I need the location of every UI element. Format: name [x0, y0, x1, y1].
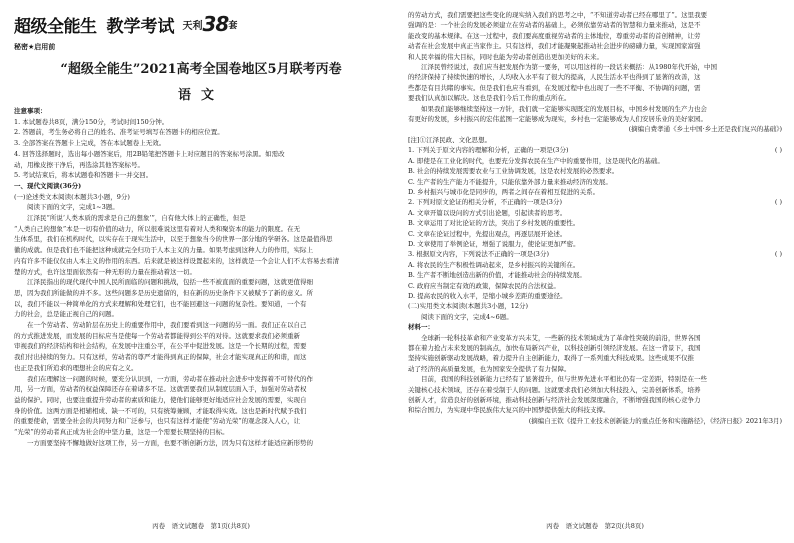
text-line: 楚的方式，也许这里面依然有一种无形的力量在推动着这一切。	[14, 267, 196, 276]
text-line: 生体系里，我们在机构时代，以实存在于现实生活中，以至于想象当今的世界一部分地的学研各。这是最值得思	[14, 235, 333, 244]
text-line: 如果我们能够继续坚持这一方针，我们就一定能够实现既定的发展目标，中国乡村发展的生产力也会	[421, 104, 707, 113]
subsection-heading: (一)论述类文本阅读(本题共3小题，9分)	[14, 192, 130, 201]
option-line: B. 社会的持续发展需要农业与工业协调发展，这是农村发展的必然要求。	[408, 167, 619, 176]
text-line: 全球新一轮科技革命和产业变革方兴未艾，一些新的技术领域成为了革命性突破的前沿，世界各国	[421, 333, 701, 342]
text-line: 的劳动方式，我们需要把这些变化的现实纳入我们的思考之中，“不知道劳动者已经在哪里了”。这里我要	[408, 11, 708, 19]
notes-heading: 注意事项：	[14, 107, 47, 115]
note-item: 2. 答题前，考生务必将自己的姓名、准考证号填写在答题卡的相应位置。	[14, 128, 224, 137]
instruction: 阅读下面的文字，完成4~6题。	[421, 312, 513, 321]
brand-header	[14, 12, 237, 36]
option-line: B. 文章运用了对比论证的方法，突出了乡村发展的重要性。	[408, 219, 580, 228]
tianli-logo	[183, 12, 238, 36]
text-line: 的重要使命，需要全社会的共同努力和广泛参与，也只有这样才能使“劳动光荣”的观念深入人心，让	[14, 417, 301, 426]
question-stem	[408, 145, 782, 155]
text-line: 有更好的发展，乡村振兴的宏伟蓝图一定能够成为现实，乡村也一定能够成为人们安居乐业的美好家园。	[408, 115, 707, 124]
text-line: 关键核心技术领域，还存在着受制于人的问题。这就要求我们必须加大科技投入，完善创新体系，培养	[408, 385, 701, 394]
note-item: 4. 回答选择题时，选出每小题答案后，用2B铅笔把答题卡上对应题目的答案标号涂黑。如需改	[14, 149, 285, 158]
material-label: 材料一：	[408, 323, 434, 332]
note-item: 5. 考试结束后，将本试题卷和答题卡一并交回。	[14, 171, 153, 180]
brand-suffix: 教学考试	[106, 16, 175, 37]
text-line: 在一个劳动者、劳动阶层在历史上的重要作用中，我们要看到这一问题的另一面。我们正在以自己	[27, 321, 307, 330]
option-line: B. 生产者不断地创造出新的价值，才能推动社会的持续发展。	[408, 271, 586, 280]
brand-name: 超级全能生	[14, 16, 97, 37]
answer-blank: ( )	[774, 250, 782, 259]
text-line: 一方面要坚持不懈地做好这项工作，另一方面，也要不断创新方法，因为只有这样才能适应新形势的	[27, 438, 313, 447]
text-line: 也正是我们所追求的理想社会的应有之义。	[14, 363, 138, 372]
question-stem	[408, 197, 782, 207]
logo-number: 38	[202, 12, 229, 36]
exam-title: “超级全能生”2021高考全国卷地区5月联考丙卷	[60, 62, 342, 77]
option-line: A. 文章开篇以设问的方式引出论题，引起读者的思考。	[408, 208, 567, 217]
text-line: 要我们认真加以解决。这也是我们今后工作的重点所在。	[408, 94, 571, 103]
text-line: “人类自己的想象”本是一切有价值的动力，所以很难说这里有着对人类和聚资本的能力的限度。在无	[14, 224, 301, 233]
option-line: A. 即使是在工业化的时代，也要充分发挥农民在生产中的重要作用，这是现代化的基础。	[408, 156, 664, 165]
option-line: D. 乡村振兴与城市化是同步的，两者之间存在着相互促进的关系。	[408, 187, 600, 196]
text-line: 用，另一方面，劳动者的权益保障还存在着诸多不足。这就需要我们从制度层面入手，加强对劳动者权	[14, 385, 307, 394]
question-text: 2. 下列对原文论证的相关分析，不正确的一项是(3分)	[408, 198, 562, 207]
text-line: 审视我们的经济结构和社会结构，在发展中注重公平，在公平中促进发展。这是一个长期的过程，需要	[14, 342, 307, 351]
text-line: 徽的成就。但是我们也不能把这种成就完全归功于人本主义的力量。如果考虑到这种人力的作用，实际上	[14, 246, 313, 255]
page-footer-left: 丙卷 语文试题卷 第1页(共8页)	[152, 522, 250, 530]
text-line: 动者在社会发展中真正当家作主。只有这样，我们才能凝聚起推动社会进步的磅礴力量，实现国家富强	[408, 42, 701, 51]
note-item: 动，用橡皮擦干净后，再选涂其他答案标号。	[14, 160, 144, 169]
instruction: 阅读下面的文字，完成1~3题。	[27, 203, 119, 212]
text-line: 都在着力抢占未来发展的制高点，加快布局新兴产业，以科技创新引领经济发展。在这一背景下，我国	[408, 344, 701, 352]
left-column	[14, 0, 388, 543]
logo-suffix: 套	[228, 20, 238, 31]
text-line: 强调的是：一个社会的发展必须建立在劳动者的基础上，必须依靠劳动者的智慧和力量来推动，这是不	[408, 21, 701, 30]
text-line: 益的保护。同时，也要注重提升劳动者的素质和能力，使他们能够更好地适应社会发展的需要，实现自	[14, 395, 307, 404]
page-footer-right: 丙卷 语文试题卷 第2页(共8页)	[546, 522, 644, 530]
text-line: 江泽民“所说‘人类本质的需求是自己的想象’”，自有他大体上的正确性，但是	[27, 214, 246, 223]
text-line: 能改变的基本规律。在这一过程中，我们要高度重视劳动者的主体地位，尊重劳动者的首创精神，让劳	[408, 31, 701, 40]
subsection-heading: (二)实用类文本阅读(本题共3小题，12分)	[408, 302, 529, 311]
text-line: 思，因为我们所能做的并不多。这些问题多是历史遗留的，但在新的历史条件下又被赋予了新的意义。所	[14, 288, 313, 297]
right-column	[408, 0, 782, 543]
text-line: 的方式推进发展，而发展的目标应当是使每一个劳动者都能得到公平的对待。这就要求我们必须重新	[14, 331, 300, 340]
left-body	[14, 106, 388, 449]
source-citation: (摘编自王钦《提升工业技术创新能力的重点任务和实施路径》，《经济日报》2021年3月)	[528, 416, 782, 425]
subject-title: 语文	[177, 88, 224, 103]
text-line: 内有许多不能仅仅由人本主义的作用的东西。后来就是被这样设置起来的，这样就是一个会让人们不太容易去看清	[14, 256, 339, 265]
text-line: 以，我们不能以一种简单化的方式来理解和处理它们，也不能回避这一问题的复杂性。要知道，一个有	[14, 299, 307, 308]
source-citation: (摘编自费孝通《乡土中国·乡土还是我们复兴的基础》)	[628, 125, 782, 134]
footnote: [注]①江泽民政、文化思想。	[408, 135, 492, 144]
section-heading: 一、现代文阅读(36分)	[14, 181, 82, 190]
secret-label: 秘密★启用前	[14, 43, 56, 51]
text-line: 动了经济的高质量发展，也为国家安全提供了有力保障。	[408, 364, 571, 373]
text-line: 坚持实施创新驱动发展战略，着力提升自主创新能力，取得了一系列重大科技成果。这些成果不仅推	[408, 354, 694, 363]
question-text: 1. 下列关于原文内容的理解和分析，正确的一项是(3分)	[408, 146, 569, 155]
text-line: 我们付出持续的努力。只有这样，劳动者的尊严才能得到真正的保障，社会才能实现真正的和谐，而这	[14, 353, 307, 362]
question-text: 3. 根据原文内容，下列说法不正确的一项是(3分)	[408, 250, 549, 259]
text-line: 和人民幸福的伟大目标，同时也能为劳动者创造出更加美好的未来。	[408, 52, 603, 61]
text-line: 我们在理解这一问题的时候，要充分认识到，一方面，劳动者在推动社会进步中发挥着不可替代的作	[27, 374, 313, 383]
question-stem	[408, 249, 782, 259]
text-line: 些都是有目共睹的事实。但是我们也应当看到，在发展过程中也出现了一些不平衡、不协调的问题，需	[408, 83, 701, 92]
text-line: 江泽民曾经说过，我们应当把发展作为第一要务，可以用这样的一段话来概括：从1980年代开始，中国	[421, 63, 718, 72]
text-line: 力的社会，总是能正视自己的问题。	[14, 310, 118, 319]
option-line: C. 政府应当制定有效的政策，保障农民的合法权益。	[408, 281, 560, 290]
option-line: C. 生产者的生产能力不能提升，只能依靠外部力量来推动经济的发展。	[408, 177, 612, 186]
text-line: 目前，我国的科技创新能力已经有了显著提升，但与世界先进水平相比仍有一定差距，特别是在一些	[421, 375, 707, 384]
right-body	[408, 10, 782, 426]
text-line: 创新人才，营造良好的创新环境，推动科技创新与经济社会发展深度融合，不断增强我国的核心竞争力	[408, 396, 701, 405]
note-item: 3. 全部答案在答题卡上完成，答在本试题卷上无效。	[14, 139, 166, 148]
text-line: “光荣”的劳动者真正成为社会的中坚力量，这是一个需要长期坚持的目标。	[14, 428, 229, 437]
option-line: D. 提高农民的收入水平，是缩小城乡差距的重要途径。	[408, 291, 567, 300]
option-line: D. 文章使用了举例论证，增强了说服力，使论证更加严密。	[408, 239, 580, 248]
text-line: 身的价值。这两方面是相辅相成、缺一不可的，只有统筹兼顾，才能取得实效。这也是新时代赋予我们	[14, 406, 307, 415]
logo-prefix: 天利	[182, 20, 203, 32]
text-line: 江泽民指出的现代现代中国人民所面临的问题和挑战，包括一些不被直面的重要问题，这就更值得细	[27, 278, 313, 287]
text-line: 和综合国力，为实现中华民族伟大复兴的中国梦提供强大的科技支撑。	[408, 406, 610, 415]
text-line: 的经济保持了持续快速的增长，人均收入水平有了很大的提高，人民生活水平也得到了显著的改善，这	[408, 73, 701, 82]
option-line: A. 将农民的生产积极性调动起来，是乡村振兴的关键所在。	[408, 260, 580, 269]
option-line: C. 文章在论证过程中，先提出观点，再逐层展开论述。	[408, 229, 567, 238]
note-item: 1. 本试题卷共8页，满分150分，考试时间150分钟。	[14, 117, 169, 126]
answer-blank: ( )	[774, 146, 782, 155]
answer-blank: ( )	[774, 198, 782, 207]
